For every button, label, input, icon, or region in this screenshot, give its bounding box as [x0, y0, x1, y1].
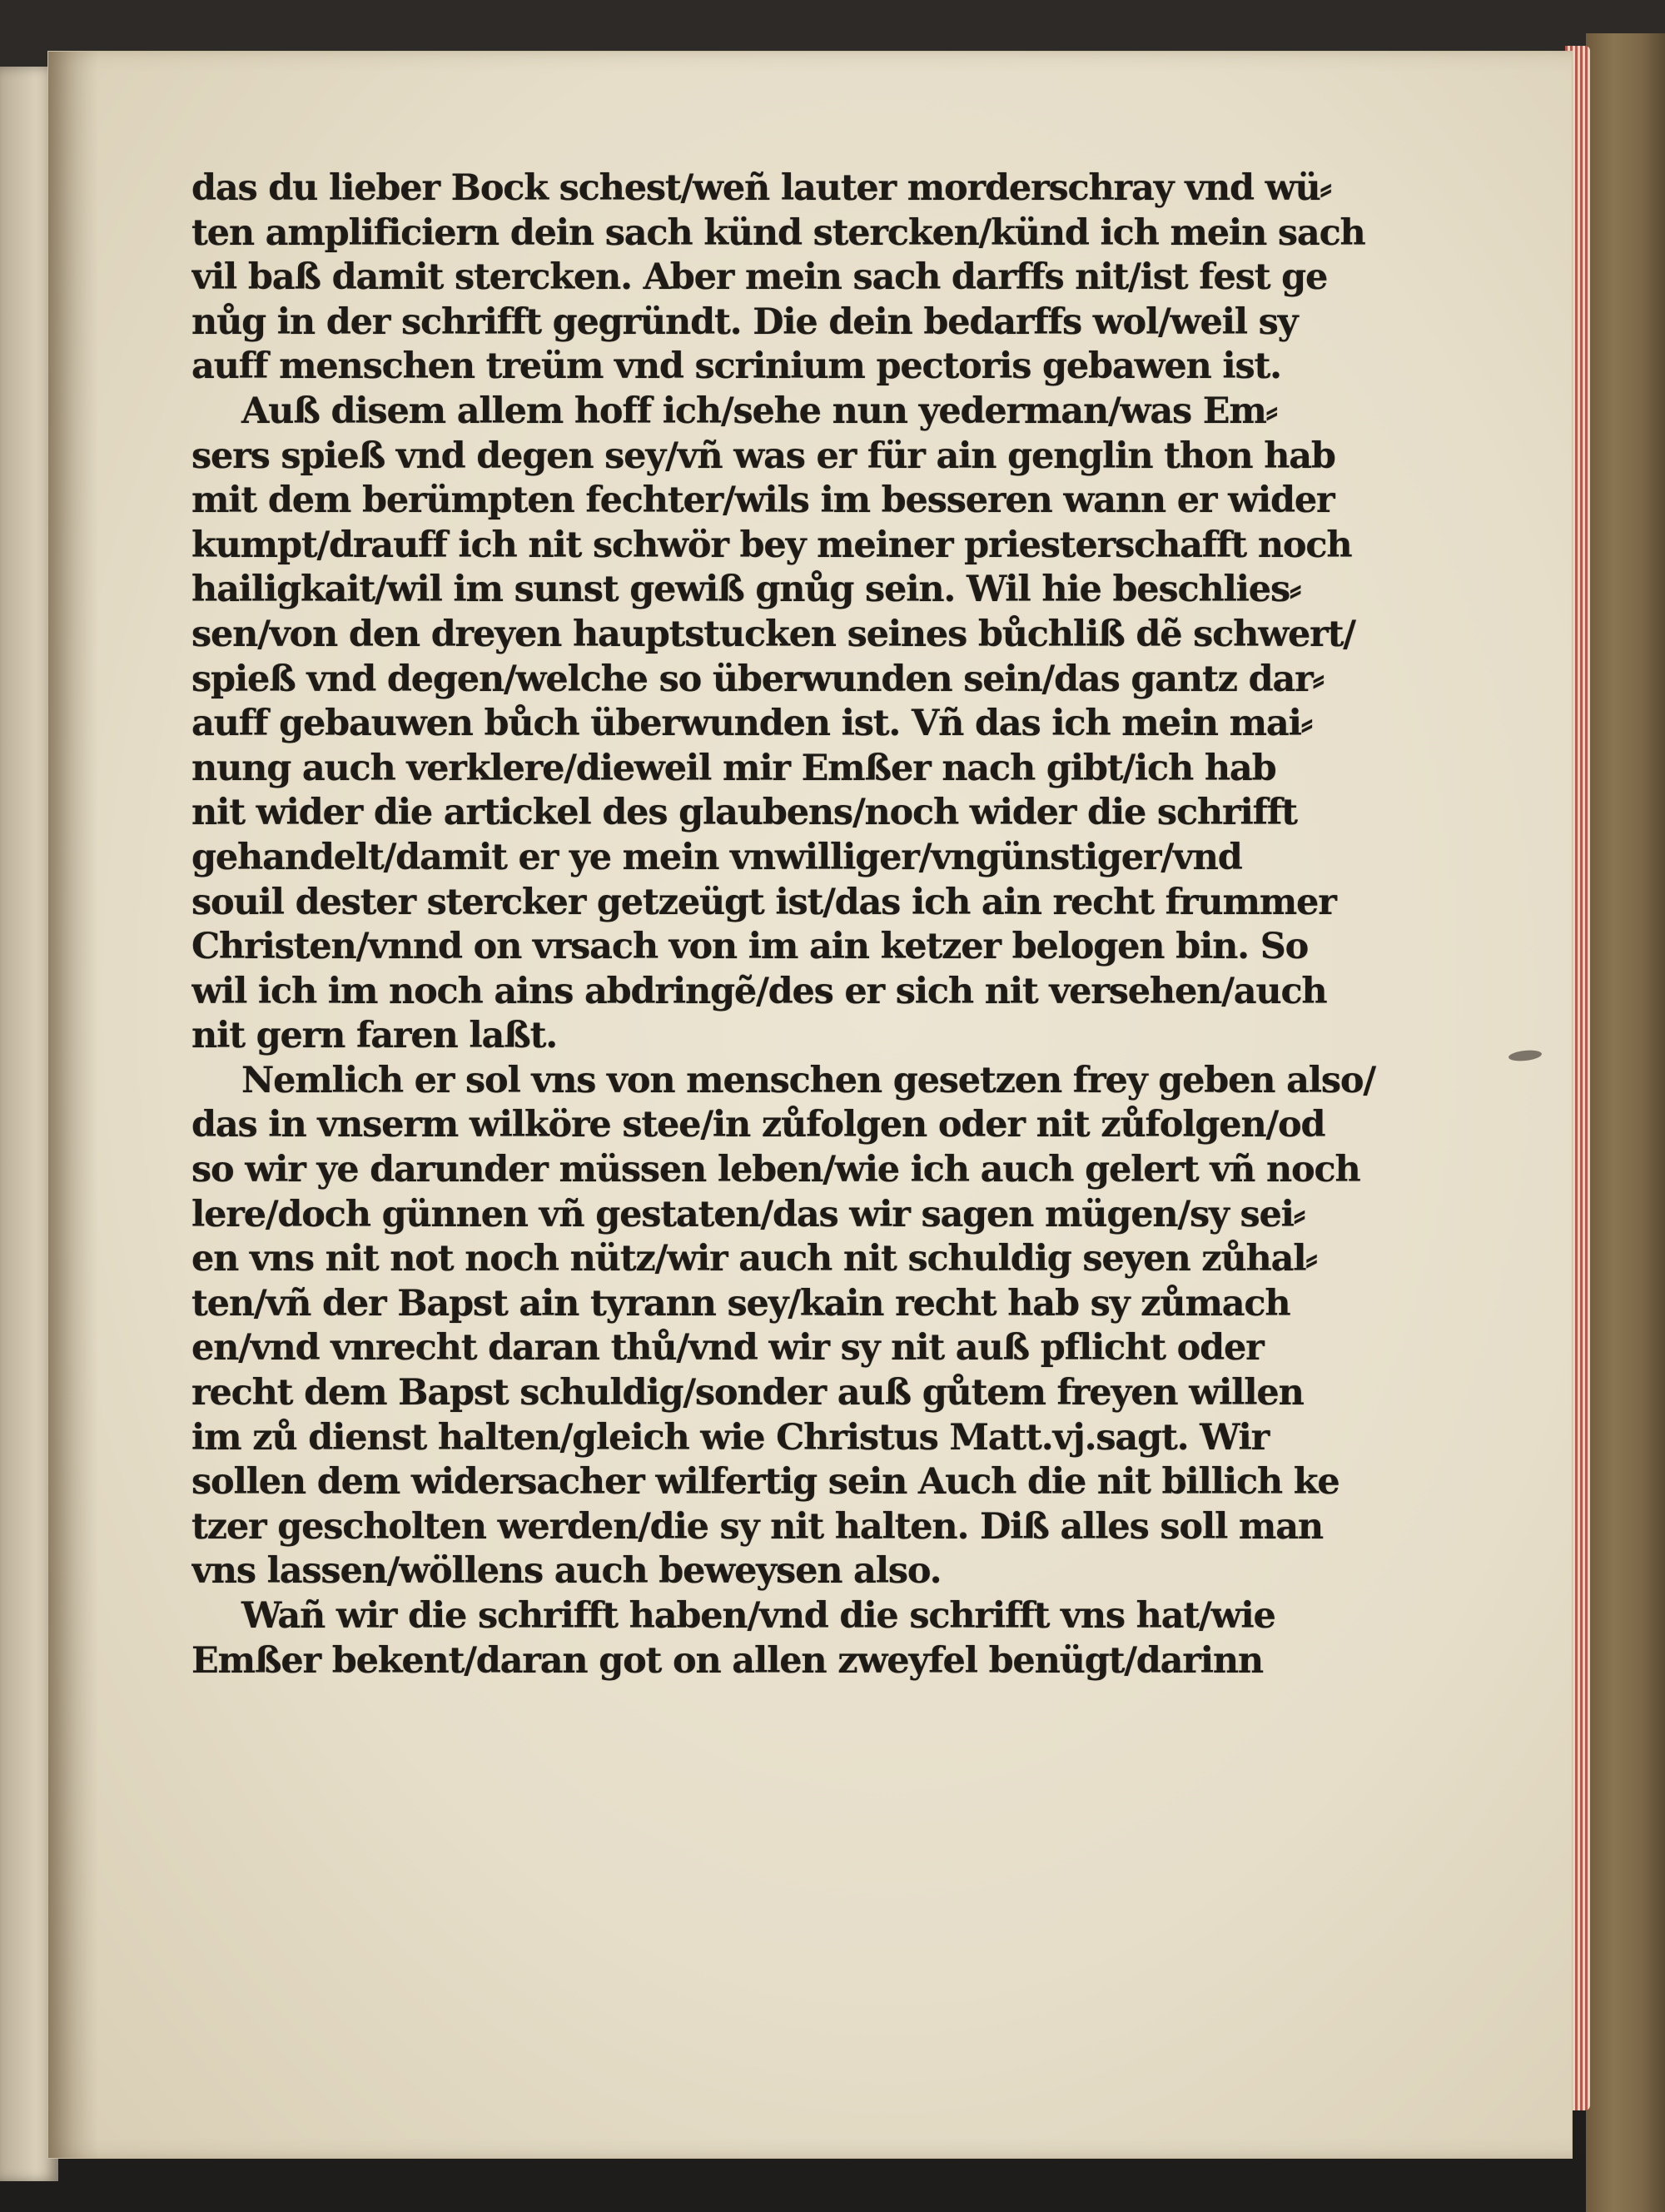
- text-line: Christen/vnnd on vrsach von im ain ketzer belogen bin. So: [191, 926, 1309, 968]
- text-line: hailigkait/wil im sunst gewiß gnůg sein. Wil hie beschlies⸗: [191, 569, 1301, 611]
- paragraph-start-line: Auß disem allem hoff ich/sehe nun yederman/was Em⸗: [241, 390, 1277, 432]
- text-line: kumpt/drauff ich nit schwör bey meiner priesterschafft noch: [191, 524, 1352, 566]
- text-line: sen/von den dreyen hauptstucken seines bůchliß dẽ schwert/: [191, 613, 1355, 655]
- text-line: mit dem berümpten fechter/wils im besseren wann er wider: [191, 480, 1334, 522]
- text-line: so wir ye darunder müssen leben/wie ich auch gelert vñ noch: [191, 1149, 1360, 1191]
- paragraph-start-line: Nemlich er sol vns von menschen gesetzen frey geben also/: [241, 1059, 1375, 1101]
- gutter-shadow: [48, 52, 98, 2158]
- book-cover-edge: [1586, 33, 1665, 2212]
- text-line: nung auch verklere/dieweil mir Emßer nach gibt/ich hab: [191, 747, 1276, 789]
- text-line: sers spieß vnd degen sey/vñ was er für ain genglin thon hab: [191, 435, 1335, 477]
- text-line: das du lieber Bock schest/weñ lauter morderschray vnd wü⸗: [191, 167, 1331, 209]
- text-line: nůg in der schrifft gegründt. Die dein bedarffs wol/weil sy: [191, 301, 1298, 343]
- text-line: recht dem Bapst schuldig/sonder auß gůtem freyen willen: [191, 1372, 1304, 1414]
- text-line: wil ich im noch ains abdringẽ/des er sich nit versehen/auch: [191, 970, 1327, 1012]
- text-line: souil dester stercker getzeügt ist/das ich ain recht frummer: [191, 881, 1336, 923]
- text-line: das in vnserm wilköre stee/in zůfolgen oder nit zůfolgen/od: [191, 1104, 1325, 1146]
- text-line: auff menschen treüm vnd scrinium pectoris gebawen ist.: [191, 345, 1281, 388]
- text-line: en vns nit not noch nütz/wir auch nit schuldig seyen zůhal⸗: [191, 1238, 1317, 1280]
- text-line: im zů dienst halten/gleich wie Christus Matt.vj.sagt. Wir: [191, 1416, 1270, 1459]
- text-line: vns lassen/wöllens auch beweysen also.: [191, 1550, 942, 1593]
- text-line: Emßer bekent/daran got on allen zweyfel benügt/darinn: [191, 1639, 1263, 1682]
- text-line: ten/vñ der Bapst ain tyrann sey/kain recht hab sy zůmach: [191, 1282, 1290, 1325]
- page-text-block: [191, 167, 1390, 1683]
- text-line: en/vnd vnrecht daran thů/vnd wir sy nit auß pflicht oder: [191, 1327, 1264, 1369]
- text-line: nit wider die artickel des glaubens/noch wider die schrifft: [191, 792, 1297, 834]
- text-line: spieß vnd degen/welche so überwunden sein/das gantz dar⸗: [191, 658, 1324, 700]
- text-line: sollen dem widersacher wilfertig sein Auch die nit billich ke: [191, 1461, 1339, 1504]
- text-line: ten amplificiern dein sach künd stercken/künd ich mein sach: [191, 211, 1365, 254]
- text-line: nit gern faren laßt.: [191, 1015, 558, 1057]
- text-line: vil baß damit stercken. Aber mein sach darffs nit/ist fest ge: [191, 256, 1328, 299]
- paragraph-start-line: Wañ wir die schrifft haben/vnd die schrifft vns hat/wie: [241, 1595, 1275, 1637]
- text-line: lere/doch günnen vñ gestaten/das wir sagen mügen/sy sei⸗: [191, 1193, 1305, 1235]
- text-line: gehandelt/damit er ye mein vnwilliger/vngünstiger/vnd: [191, 836, 1242, 878]
- text-line: auff gebauwen bůch überwunden ist. Vñ das ich mein mai⸗: [191, 703, 1312, 745]
- text-line: tzer gescholten werden/die sy nit halten. Diß alles soll man: [191, 1505, 1323, 1548]
